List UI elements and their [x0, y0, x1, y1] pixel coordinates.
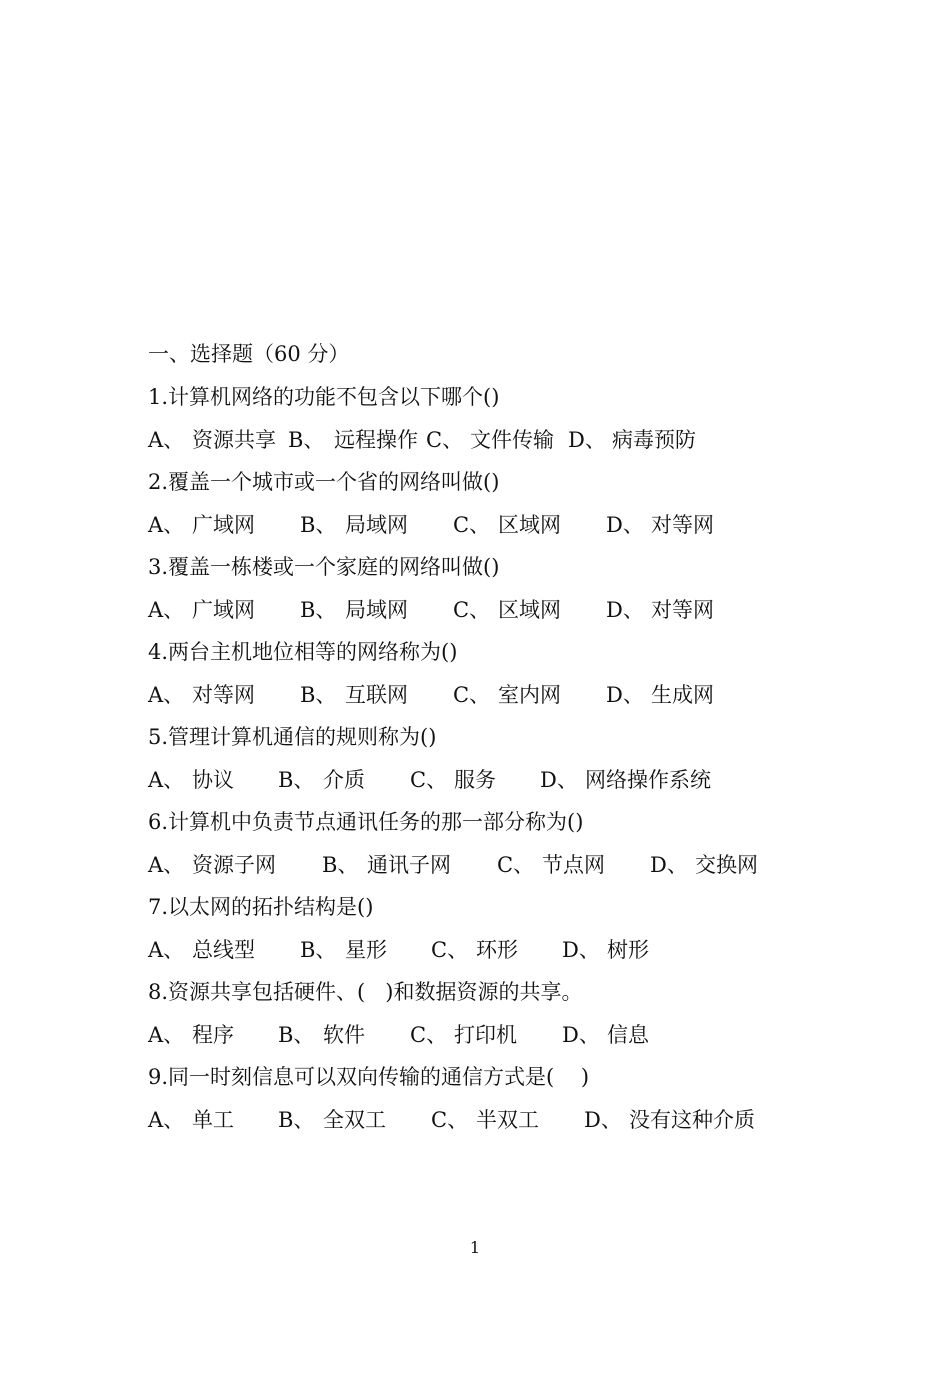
option-text: 区域网	[498, 598, 561, 622]
question-5-text: 5.管理计算机通信的规则称为()	[148, 725, 437, 749]
option-label: B、	[288, 428, 325, 452]
option-text: 互联网	[345, 683, 408, 707]
option-label: A、	[148, 598, 185, 622]
option-text: 总线型	[192, 938, 255, 962]
option-label: A、	[148, 513, 185, 537]
option-label: C、	[410, 1023, 448, 1047]
option-text: 没有这种介质	[629, 1108, 755, 1132]
option-label: A、	[148, 853, 185, 877]
question-6-text: 6.计算机中负责节点通讯任务的那一部分称为()	[148, 810, 584, 834]
option-text: 生成网	[651, 683, 714, 707]
question-9-options	[148, 1106, 755, 1134]
option-text: 树形	[607, 938, 649, 962]
option-text: 广域网	[192, 598, 255, 622]
option-label: C、	[453, 598, 491, 622]
option-text: 资源子网	[192, 853, 276, 877]
option-text: 室内网	[498, 683, 561, 707]
option-label: D、	[540, 768, 578, 792]
option-label: C、	[431, 1108, 469, 1132]
option-label: A、	[148, 938, 185, 962]
question-4-options	[148, 681, 714, 709]
option-label: B、	[278, 768, 315, 792]
option-text: 远程操作	[334, 428, 418, 452]
option-label: A、	[148, 683, 185, 707]
option-text: 网络操作系统	[585, 768, 711, 792]
question-8-text: 8.资源共享包括硬件、( )和数据资源的共享。	[148, 980, 583, 1004]
option-text: 对等网	[651, 598, 714, 622]
option-label: C、	[431, 938, 469, 962]
option-label: D、	[562, 938, 600, 962]
question-6-options	[148, 851, 758, 879]
option-label: B、	[278, 1023, 315, 1047]
question-2-text: 2.覆盖一个城市或一个省的网络叫做()	[148, 470, 500, 494]
option-label: C、	[453, 513, 491, 537]
option-label: B、	[300, 513, 337, 537]
option-text: 文件传输	[470, 428, 554, 452]
option-label: D、	[606, 513, 644, 537]
option-label: D、	[606, 683, 644, 707]
question-3-text: 3.覆盖一栋楼或一个家庭的网络叫做()	[148, 555, 500, 579]
option-text: 全双工	[323, 1108, 386, 1132]
question-2-options	[148, 511, 714, 539]
option-label: A、	[148, 1108, 185, 1132]
question-7-text: 7.以太网的拓扑结构是()	[148, 895, 374, 919]
option-text: 星形	[345, 938, 387, 962]
option-text: 介质	[323, 768, 365, 792]
option-label: C、	[410, 768, 448, 792]
option-text: 软件	[323, 1023, 365, 1047]
option-text: 对等网	[651, 513, 714, 537]
page-number: 1	[469, 1238, 481, 1257]
option-label: D、	[584, 1108, 622, 1132]
option-text: 通讯子网	[367, 853, 451, 877]
option-label: B、	[300, 683, 337, 707]
option-label: C、	[453, 683, 491, 707]
question-8-options	[148, 1021, 649, 1049]
question-3-options	[148, 596, 714, 624]
question-7-options	[148, 936, 649, 964]
option-text: 病毒预防	[612, 428, 696, 452]
option-label: C、	[497, 853, 535, 877]
option-text: 协议	[192, 768, 234, 792]
option-label: A、	[148, 428, 185, 452]
option-text: 程序	[192, 1023, 234, 1047]
question-1-text: 1.计算机网络的功能不包含以下哪个()	[148, 385, 500, 409]
option-label: D、	[568, 428, 606, 452]
option-text: 广域网	[192, 513, 255, 537]
option-text: 对等网	[192, 683, 255, 707]
option-label: A、	[148, 768, 185, 792]
option-text: 资源共享	[192, 428, 276, 452]
option-text: 半双工	[476, 1108, 539, 1132]
option-label: D、	[650, 853, 688, 877]
option-text: 环形	[476, 938, 518, 962]
option-text: 单工	[192, 1108, 234, 1132]
section-title: 一、选择题（60 分）	[148, 342, 350, 366]
option-label: B、	[300, 938, 337, 962]
option-label: A、	[148, 1023, 185, 1047]
option-label: D、	[606, 598, 644, 622]
question-5-options	[148, 766, 711, 794]
option-text: 节点网	[542, 853, 605, 877]
option-label: B、	[300, 598, 337, 622]
option-label: D、	[562, 1023, 600, 1047]
question-9-text: 9.同一时刻信息可以双向传输的通信方式是( )	[148, 1065, 590, 1089]
option-text: 交换网	[695, 853, 758, 877]
option-text: 局域网	[345, 513, 408, 537]
option-text: 局域网	[345, 598, 408, 622]
option-text: 信息	[607, 1023, 649, 1047]
option-label: C、	[426, 428, 464, 452]
option-text: 区域网	[498, 513, 561, 537]
option-text: 打印机	[454, 1023, 517, 1047]
option-label: B、	[322, 853, 359, 877]
question-4-text: 4.两台主机地位相等的网络称为()	[148, 640, 458, 664]
option-text: 服务	[454, 768, 496, 792]
question-1-options	[148, 426, 696, 454]
option-label: B、	[278, 1108, 315, 1132]
